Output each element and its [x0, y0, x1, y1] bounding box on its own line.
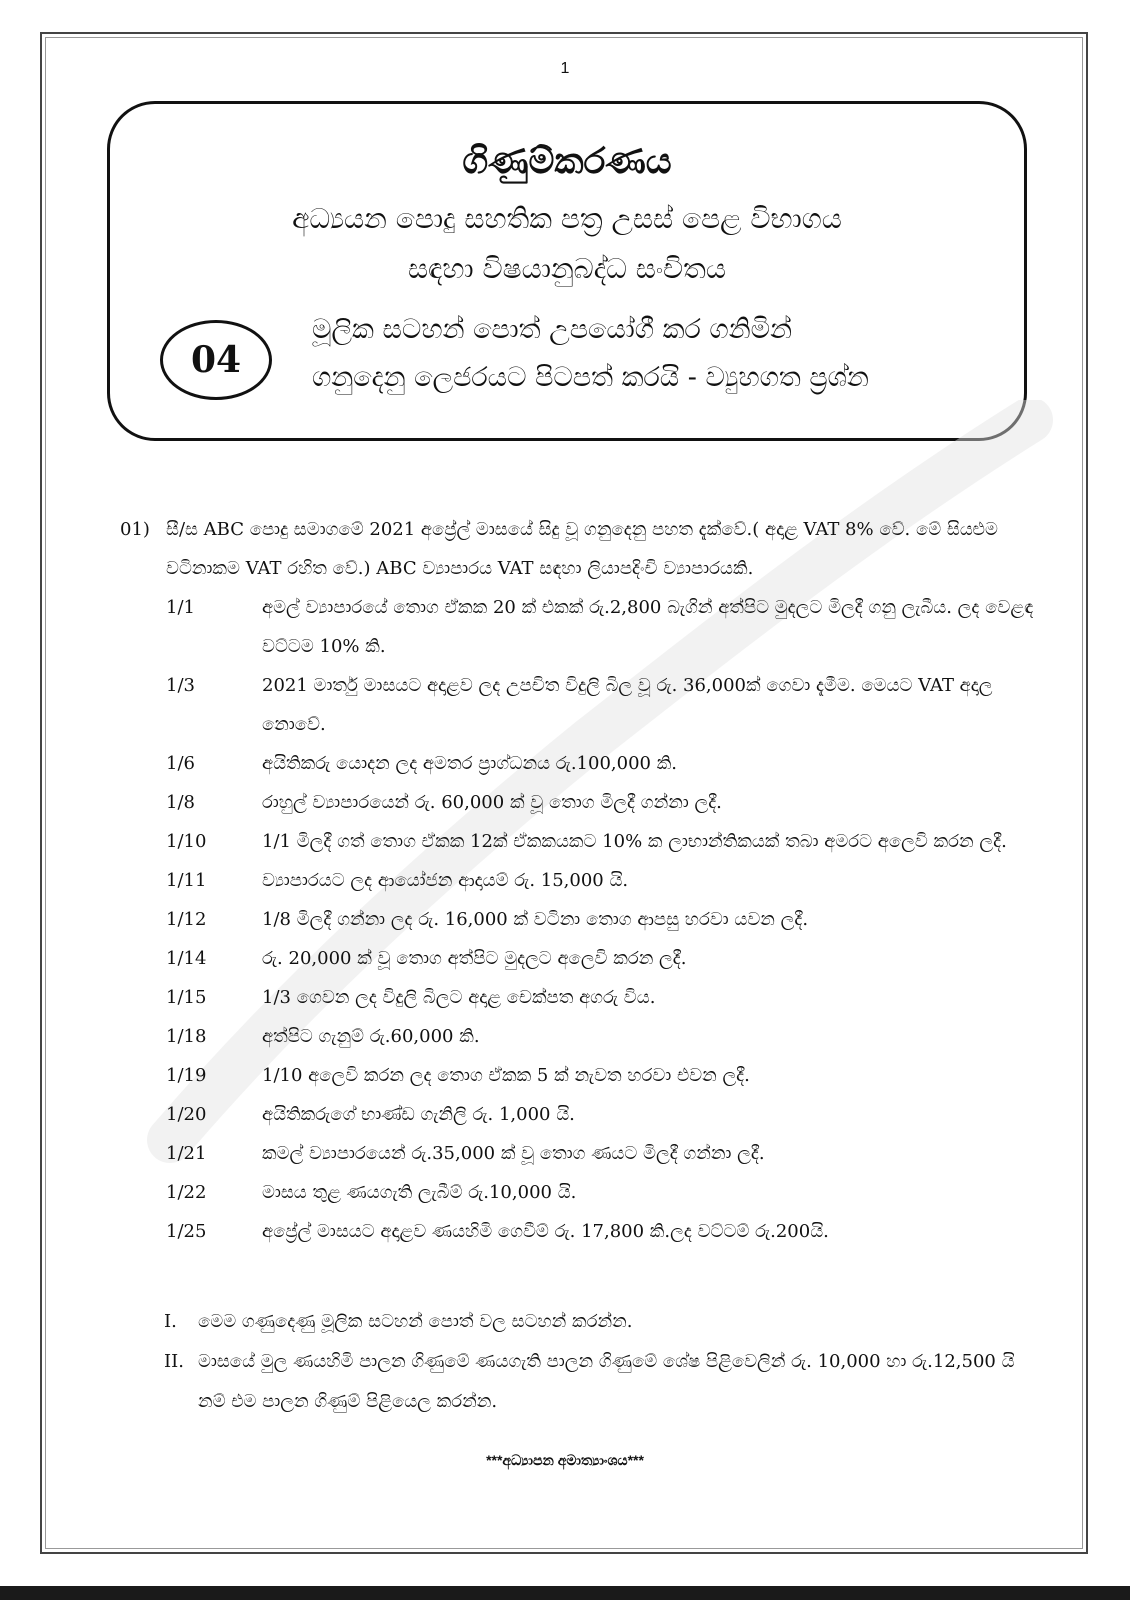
transaction-date: 1/20	[166, 1104, 207, 1125]
transaction-date: 1/21	[166, 1143, 207, 1164]
list-item	[120, 1095, 1050, 1134]
transaction-date: 1/10	[166, 831, 207, 852]
list-item	[120, 1173, 1050, 1212]
transaction-text: ව්‍යාපාරයට ලද ආයෝජන ආදායම් රු. 15,000 යි.	[262, 870, 629, 891]
footer-ministry: ***අධ්‍යාපන අමාත්‍යාංශය***	[486, 1452, 644, 1468]
unit-title-line1: මූලික සටහන් පොත් උපයෝගී කර ගනිමින්	[312, 314, 792, 345]
transaction-text: අප්‍රේල් මාසයට අදාළව ණයහිමි ගෙවීම් රු. 17,800 කි.ලද වට්ටම් රු.200යි.	[262, 1221, 829, 1242]
task-text: මාසයේ මුල ණයහිමි පාලන ගිණුමේ ණයගැති පාලන ගිණුමේ ශේෂ පිළිවෙලින් රු. 10,000 හා රු.12,500 යි නම් එම පාලන ගිණුම් පිළියෙල කරන්න.	[198, 1351, 1015, 1412]
unit-title-line2: ගනුදෙනු ලෙජරයට පිටපත් කරයි - ව්‍යුහගත ප්‍රශ්න	[312, 362, 869, 393]
transaction-date: 1/6	[166, 753, 195, 774]
transaction-text: 1/10 අලෙවි කරන ලද තොග ඒකක 5 ක් නැවත හරවා එවන ලදී.	[262, 1065, 750, 1086]
list-item	[120, 588, 1050, 666]
document-subtitle-line2: සඳහා විෂයානුබද්ධ සංචිතය	[407, 252, 727, 285]
transaction-text: රු. 20,000 ක් වූ තොග අත්පිට මුදලට අලෙවි කරන ලදී.	[262, 948, 687, 969]
transaction-text: අත්පිට ගැනුම් රු.60,000 කි.	[262, 1026, 480, 1047]
transaction-date: 1/12	[166, 909, 207, 930]
transaction-text: කමල් ව්‍යාපාරයෙන් රු.35,000 ක් වූ තොග ණයට මිලදී ගන්නා ලදී.	[262, 1143, 765, 1164]
list-item	[120, 1134, 1050, 1173]
transaction-date: 1/19	[166, 1065, 207, 1086]
transaction-date: 1/1	[166, 597, 195, 618]
list-item	[120, 1017, 1050, 1056]
transaction-date: 1/25	[166, 1221, 207, 1242]
document-title: ගිණුම්කරණය	[462, 140, 672, 182]
task-list	[164, 1302, 1044, 1422]
list-item	[120, 861, 1050, 900]
title-box	[107, 101, 1027, 441]
list-item	[120, 1056, 1050, 1095]
transaction-date: 1/14	[166, 948, 207, 969]
unit-number-badge: 04	[160, 320, 272, 400]
list-item	[120, 822, 1050, 861]
list-item	[164, 1342, 1044, 1422]
transaction-date: 1/22	[166, 1182, 207, 1203]
list-item	[120, 744, 1050, 783]
transaction-text: 1/1 මිලදී ගත් තොග ඒකක 12ක් ඒකකයකට 10% ක ලාභාන්තිකයක් තබා අමරට අලෙවි කරන ලදී.	[262, 831, 1007, 852]
transaction-text: 2021 මාර්තු මාසයට අදාළව ලද උපචිත විදුලි බිල වූ රු. 36,000ක් ගෙවා දැමීම. මෙයට VAT අදාල නොවේ.	[262, 675, 993, 735]
transaction-date: 1/11	[166, 870, 207, 891]
transaction-text: රාහුල් ව්‍යාපාරයෙන් රු. 60,000 ක් වූ තොග මිලදී ගන්නා ලදී.	[262, 792, 722, 813]
transaction-text: අයිතිකරු යොදන ලද අමතර ප්‍රාග්ධනය රු.100,000 කි.	[262, 753, 678, 774]
list-item	[120, 783, 1050, 822]
list-item	[120, 939, 1050, 978]
list-item	[120, 978, 1050, 1017]
page-number: 1	[560, 60, 570, 77]
list-item	[164, 1302, 1044, 1342]
transaction-date: 1/8	[166, 792, 195, 813]
transaction-text: අයිතිකරුගේ භාණ්ඩ ගැනිලි රු. 1,000 යි.	[262, 1104, 575, 1125]
transaction-date: 1/18	[166, 1026, 207, 1047]
transaction-text: මාසය තුළ ණයගැති ලැබීම් රු.10,000 යි.	[262, 1182, 577, 1203]
question-1	[120, 510, 1050, 1251]
transaction-text: 1/8 මිලදී ගන්නා ලද රු. 16,000 ක් වටිනා තොග ආපසු හරවා යවන ලදී.	[262, 909, 809, 930]
bottom-bar	[0, 1586, 1130, 1600]
document-subtitle-line1: අධ්‍යයන පොදු සහතික පත්‍ර උසස් පෙළ විභාගය	[292, 202, 842, 235]
list-item	[120, 666, 1050, 744]
list-item	[120, 1212, 1050, 1251]
task-text: මෙම ගණුදෙණු මූලික සටහන් පොත් වල සටහන් කරන්න.	[198, 1311, 633, 1332]
question-intro: සී/ස ABC පොදු සමාගමේ 2021 අප්‍රේල් මාසයේ සිදු වූ ගනුදෙනු පහත දැක්වේ.( අදාළ VAT 8% වේ. මේ සියළුම වටිනාකම VAT රහිත වේ.) ABC ව්‍යාපාරය VAT සඳහා ලියාපදිංචි ව්‍යාපාරයකි.	[166, 519, 998, 579]
transaction-text: 1/3 ගෙවන ලද විදුලි බිලට අදාළ චෙක්පත අගරු විය.	[262, 987, 656, 1008]
transaction-text: අමල් ව්‍යාපාරයේ තොග ඒකක 20 ක් එකක් රු.2,800 බැගින් අත්පිට මුදලට මිලදී ගනු ලැබීය. ලද වෙළඳ වට්ටම 10% කි.	[262, 597, 1034, 657]
task-number: II.	[164, 1351, 184, 1372]
question-number: 01)	[120, 519, 150, 540]
transaction-date: 1/15	[166, 987, 207, 1008]
task-number: I.	[164, 1311, 177, 1332]
transaction-date: 1/3	[166, 675, 195, 696]
transaction-list	[120, 588, 1050, 1251]
list-item	[120, 900, 1050, 939]
